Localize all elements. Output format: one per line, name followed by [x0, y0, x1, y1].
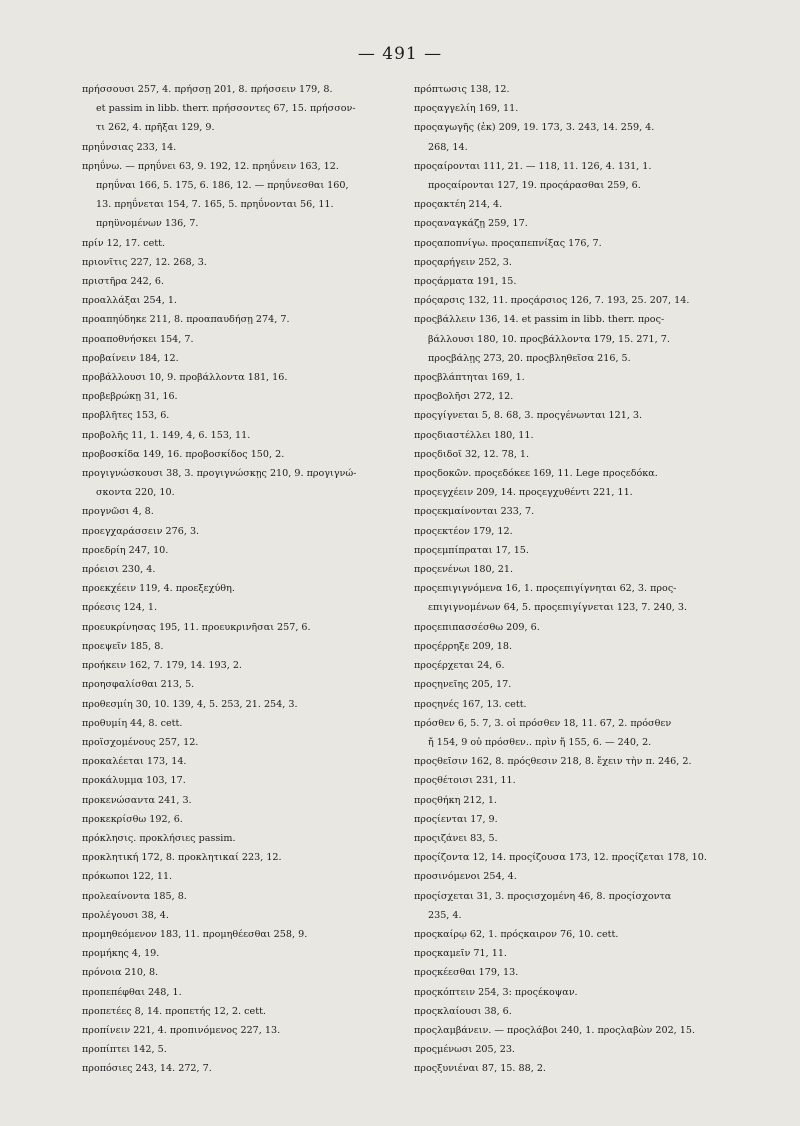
- index-line: προμηθεόμενον 183, 11. προμηθέεσθαι 258, 9.: [82, 928, 308, 940]
- index-line: προαλλάξαι 254, 1.: [82, 295, 177, 307]
- index-line: προςθέτοισι 231, 11.: [414, 775, 516, 787]
- index-line: προεψεῖν 185, 8.: [82, 640, 164, 652]
- index-line: προμήκης 4, 19.: [82, 948, 160, 960]
- index-line: προευκρίνησας 195, 11. προευκρινῆσαι 257, 6.: [82, 621, 311, 633]
- index-line: προςβάλλειν 136, 14. et passim in libb. therr. προς-: [414, 314, 665, 326]
- index-line: βάλλουσι 180, 10. προςβάλλοντα 179, 15. 271, 7.: [428, 333, 670, 345]
- index-line: προςαρήγειν 252, 3.: [414, 256, 512, 268]
- index-line: προήκειν 162, 7. 179, 14. 193, 2.: [82, 660, 242, 672]
- index-line: προβάλλουσι 10, 9. προβάλλοντα 181, 16.: [82, 372, 288, 384]
- index-line: προγνῶσι 4, 8.: [82, 506, 154, 518]
- index-line: προβαίνειν 184, 12.: [82, 352, 179, 364]
- index-line: προαποθνήσκει 154, 7.: [82, 333, 194, 345]
- index-line: προβεβρώκῃ 31, 16.: [82, 391, 178, 403]
- index-line: προεκχέειν 119, 4. προεξεχύθη.: [82, 583, 235, 595]
- index-line: προκάλυμμα 103, 17.: [82, 775, 186, 787]
- index-column-right: [414, 80, 744, 1079]
- index-line: προςηνές 167, 13. cett.: [414, 698, 527, 710]
- index-line: προςεκμαίνονται 233, 7.: [414, 506, 535, 518]
- index-line: προςκαμεῖν 71, 11.: [414, 948, 507, 960]
- index-line: προκεκρίσθω 192, 6.: [82, 813, 183, 825]
- index-column-left: [82, 80, 382, 1079]
- index-line: προςαίρονται 111, 21. — 118, 11. 126, 4. 131, 1.: [414, 160, 652, 172]
- index-line: επιγιγνομένων 64, 5. προςεπιγίγνεται 123, 7. 240, 3.: [428, 602, 688, 614]
- index-line: προςιζάνει 83, 5.: [414, 832, 498, 844]
- index-line: προεδρίη 247, 10.: [82, 544, 169, 556]
- index-line: προςίσχεται 31, 3. προςισχομένη 46, 8. προςίσχοντα: [414, 890, 672, 902]
- page-number: — 491 —: [357, 44, 443, 64]
- index-line: πρήσσουσι 257, 4. πρήσσῃ 201, 8. πρήσσειν 179, 8.: [82, 84, 333, 95]
- index-line: πρηΰνω. — πρηΰνει 63, 9. 192, 12. πρηΰνειν 163, 12.: [82, 160, 339, 172]
- index-line: πριστῆρα 242, 6.: [82, 276, 165, 288]
- index-line: προςβάλῃς 273, 20. προςβληθεῖσα 216, 5.: [428, 352, 631, 364]
- index-line: προπόσιες 243, 14. 272, 7.: [82, 1063, 212, 1075]
- index-line: προςεπιγιγνόμενα 16, 1. προςεπιγίγνηται 62, 3. προς-: [414, 583, 677, 595]
- index-line: προςαίρονται 127, 19. προςάρασθαι 259, 6.: [428, 180, 641, 192]
- index-line: προςάρματα 191, 15.: [414, 276, 517, 288]
- index-line: προςδιαστέλλει 180, 11.: [414, 429, 534, 441]
- index-line: προςεπιπασσέσθω 209, 6.: [414, 621, 540, 633]
- index-line: 268, 14.: [428, 141, 468, 153]
- index-line: πρόεσις 124, 1.: [82, 602, 157, 614]
- index-line: προλέγουσι 38, 4.: [82, 909, 169, 921]
- index-line: 235, 4.: [428, 909, 462, 921]
- index-line: προβοσκίδα 149, 16. προβοσκίδος 150, 2.: [82, 448, 285, 460]
- index-line: προγιγνώσκουσι 38, 3. προγιγνώσκῃς 210, 9. προγιγνώ-: [82, 468, 357, 480]
- index-line: πρόπτωσις 138, 12.: [414, 84, 510, 95]
- index-line: πρόκωποι 122, 11.: [82, 871, 173, 883]
- index-line: προςκόπτειν 254, 3: προςέκοψαν.: [414, 986, 578, 998]
- index-line: προκενώσαντα 241, 3.: [82, 794, 192, 806]
- index-line: πρηΰνσιας 233, 14.: [82, 141, 177, 153]
- index-line: προςβολῆσι 272, 12.: [414, 391, 514, 403]
- index-line: σκοντα 220, 10.: [96, 487, 175, 499]
- index-line: πρίν 12, 17. cett.: [82, 237, 166, 249]
- index-line: et passim in libb. therr. πρήσσοντες 67, 15. πρήσσον-: [96, 103, 356, 115]
- index-line: προςαναγκάζῃ 259, 17.: [414, 218, 528, 230]
- index-line: προϊσχομένους 257, 12.: [82, 736, 199, 748]
- index-line: προςξυνιέναι 87, 15. 88, 2.: [414, 1063, 546, 1075]
- index-line: προςίζοντα 12, 14. προςίζουσα 173, 12. προςίζεται 178, 10.: [414, 852, 707, 864]
- index-line: πρόσθεν 6, 5. 7, 3. οἱ πρόσθεν 18, 11. 67, 2. πρόσθεν: [414, 717, 672, 729]
- index-line: πρόκλησις. προκλήσιες passim.: [82, 832, 236, 844]
- index-line: προςμένωσι 205, 23.: [414, 1044, 515, 1056]
- index-line: προςενένωι 180, 21.: [414, 564, 514, 576]
- index-line: προςαγωγῆς (ἐκ) 209, 19. 173, 3. 243, 14. 259, 4.: [414, 122, 655, 134]
- index-line: προλεαίνοντα 185, 8.: [82, 890, 187, 902]
- index-line: προςβλάπτηται 169, 1.: [414, 372, 525, 384]
- index-line: τι 262, 4. πρῆξαι 129, 9.: [96, 122, 215, 134]
- index-line: προκαλέεται 173, 14.: [82, 756, 187, 768]
- index-line: προςέρρηξε 209, 18.: [414, 640, 513, 652]
- index-line: προςακτέη 214, 4.: [414, 199, 503, 211]
- index-line: προπίνειν 221, 4. προπινόμενος 227, 13.: [82, 1024, 281, 1036]
- index-line: προβολῆς 11, 1. 149, 4, 6. 153, 11.: [82, 429, 251, 441]
- index-line: πρηϋνομένων 136, 7.: [96, 218, 199, 230]
- index-line: προςίενται 17, 9.: [414, 813, 498, 825]
- index-line: προησφαλίσθαι 213, 5.: [82, 679, 195, 691]
- index-line: προςθήκη 212, 1.: [414, 794, 497, 806]
- index-line: προπετέες 8, 14. προπετής 12, 2. cett.: [82, 1005, 266, 1017]
- index-line: προςλαμβάνειν. — προςλάβοι 240, 1. προςλαβὼν 202, 15.: [414, 1024, 696, 1036]
- index-line: προςέρχεται 24, 6.: [414, 660, 505, 672]
- index-line: προςεμπίπραται 17, 15.: [414, 544, 529, 556]
- index-line: προςθεῖσιν 162, 8. πρόςθεσιν 218, 8. ἔχειν τὴν π. 246, 2.: [414, 756, 692, 768]
- index-line: προθυμίη 44, 8. cett.: [82, 717, 183, 729]
- index-line: προπεπέφθαι 248, 1.: [82, 986, 182, 998]
- index-line: προςαγγελίη 169, 11.: [414, 103, 519, 115]
- index-line: πρόεισι 230, 4.: [82, 564, 156, 576]
- index-line: προπίπτει 142, 5.: [82, 1044, 167, 1056]
- index-line: προςδοκῶν. προςεδόκεε 169, 11. Lege προςεδόκα.: [414, 468, 658, 480]
- index-line: προκλητική 172, 8. προκλητικαί 223, 12.: [82, 852, 282, 864]
- index-line: προςκαίρῳ 62, 1. πρόςκαιρον 76, 10. cett.: [414, 928, 619, 940]
- index-line: πρόνοια 210, 8.: [82, 967, 159, 979]
- index-line: προςκέεσθαι 179, 13.: [414, 967, 519, 979]
- index-line: προθεσμίη 30, 10. 139, 4, 5. 253, 21. 254, 3.: [82, 698, 298, 710]
- index-line: προαπηύδηκε 211, 8. προαπαυδήσῃ 274, 7.: [82, 314, 290, 326]
- index-line: πριονῖτις 227, 12. 268, 3.: [82, 256, 207, 268]
- index-line: πρηΰναι 166, 5. 175, 6. 186, 12. — πρηΰνεσθαι 160,: [96, 180, 349, 192]
- index-line: 13. πρηΰνεται 154, 7. 165, 5. πρηΰνονται 56, 11.: [96, 199, 334, 211]
- index-line: προςεκτέον 179, 12.: [414, 525, 513, 537]
- index-line: ἤ 154, 9 οὐ πρόσθεν.. πρὶν ἤ 155, 6. — 240, 2.: [428, 736, 652, 748]
- index-line: προςγίγνεται 5, 8. 68, 3. προςγένωνται 121, 3.: [414, 410, 643, 422]
- index-line: προεγχαράσσειν 276, 3.: [82, 525, 200, 537]
- index-line: προσινόμενοι 254, 4.: [414, 871, 517, 883]
- index-line: προςηνεῖης 205, 17.: [414, 679, 512, 691]
- index-line: προςδιδοῖ 32, 12. 78, 1.: [414, 448, 530, 460]
- index-line: προςεγχέειν 209, 14. προςεγχυθέντι 221, 11.: [414, 487, 633, 499]
- index-line: προςκλαίουσι 38, 6.: [414, 1005, 512, 1017]
- index-line: προςαποπνίγω. προςαπεπνίξας 176, 7.: [414, 237, 602, 249]
- index-line: προβλῆτες 153, 6.: [82, 410, 170, 422]
- index-line: πρόςαρσις 132, 11. προςάρσιος 126, 7. 193, 25. 207, 14.: [414, 295, 690, 307]
